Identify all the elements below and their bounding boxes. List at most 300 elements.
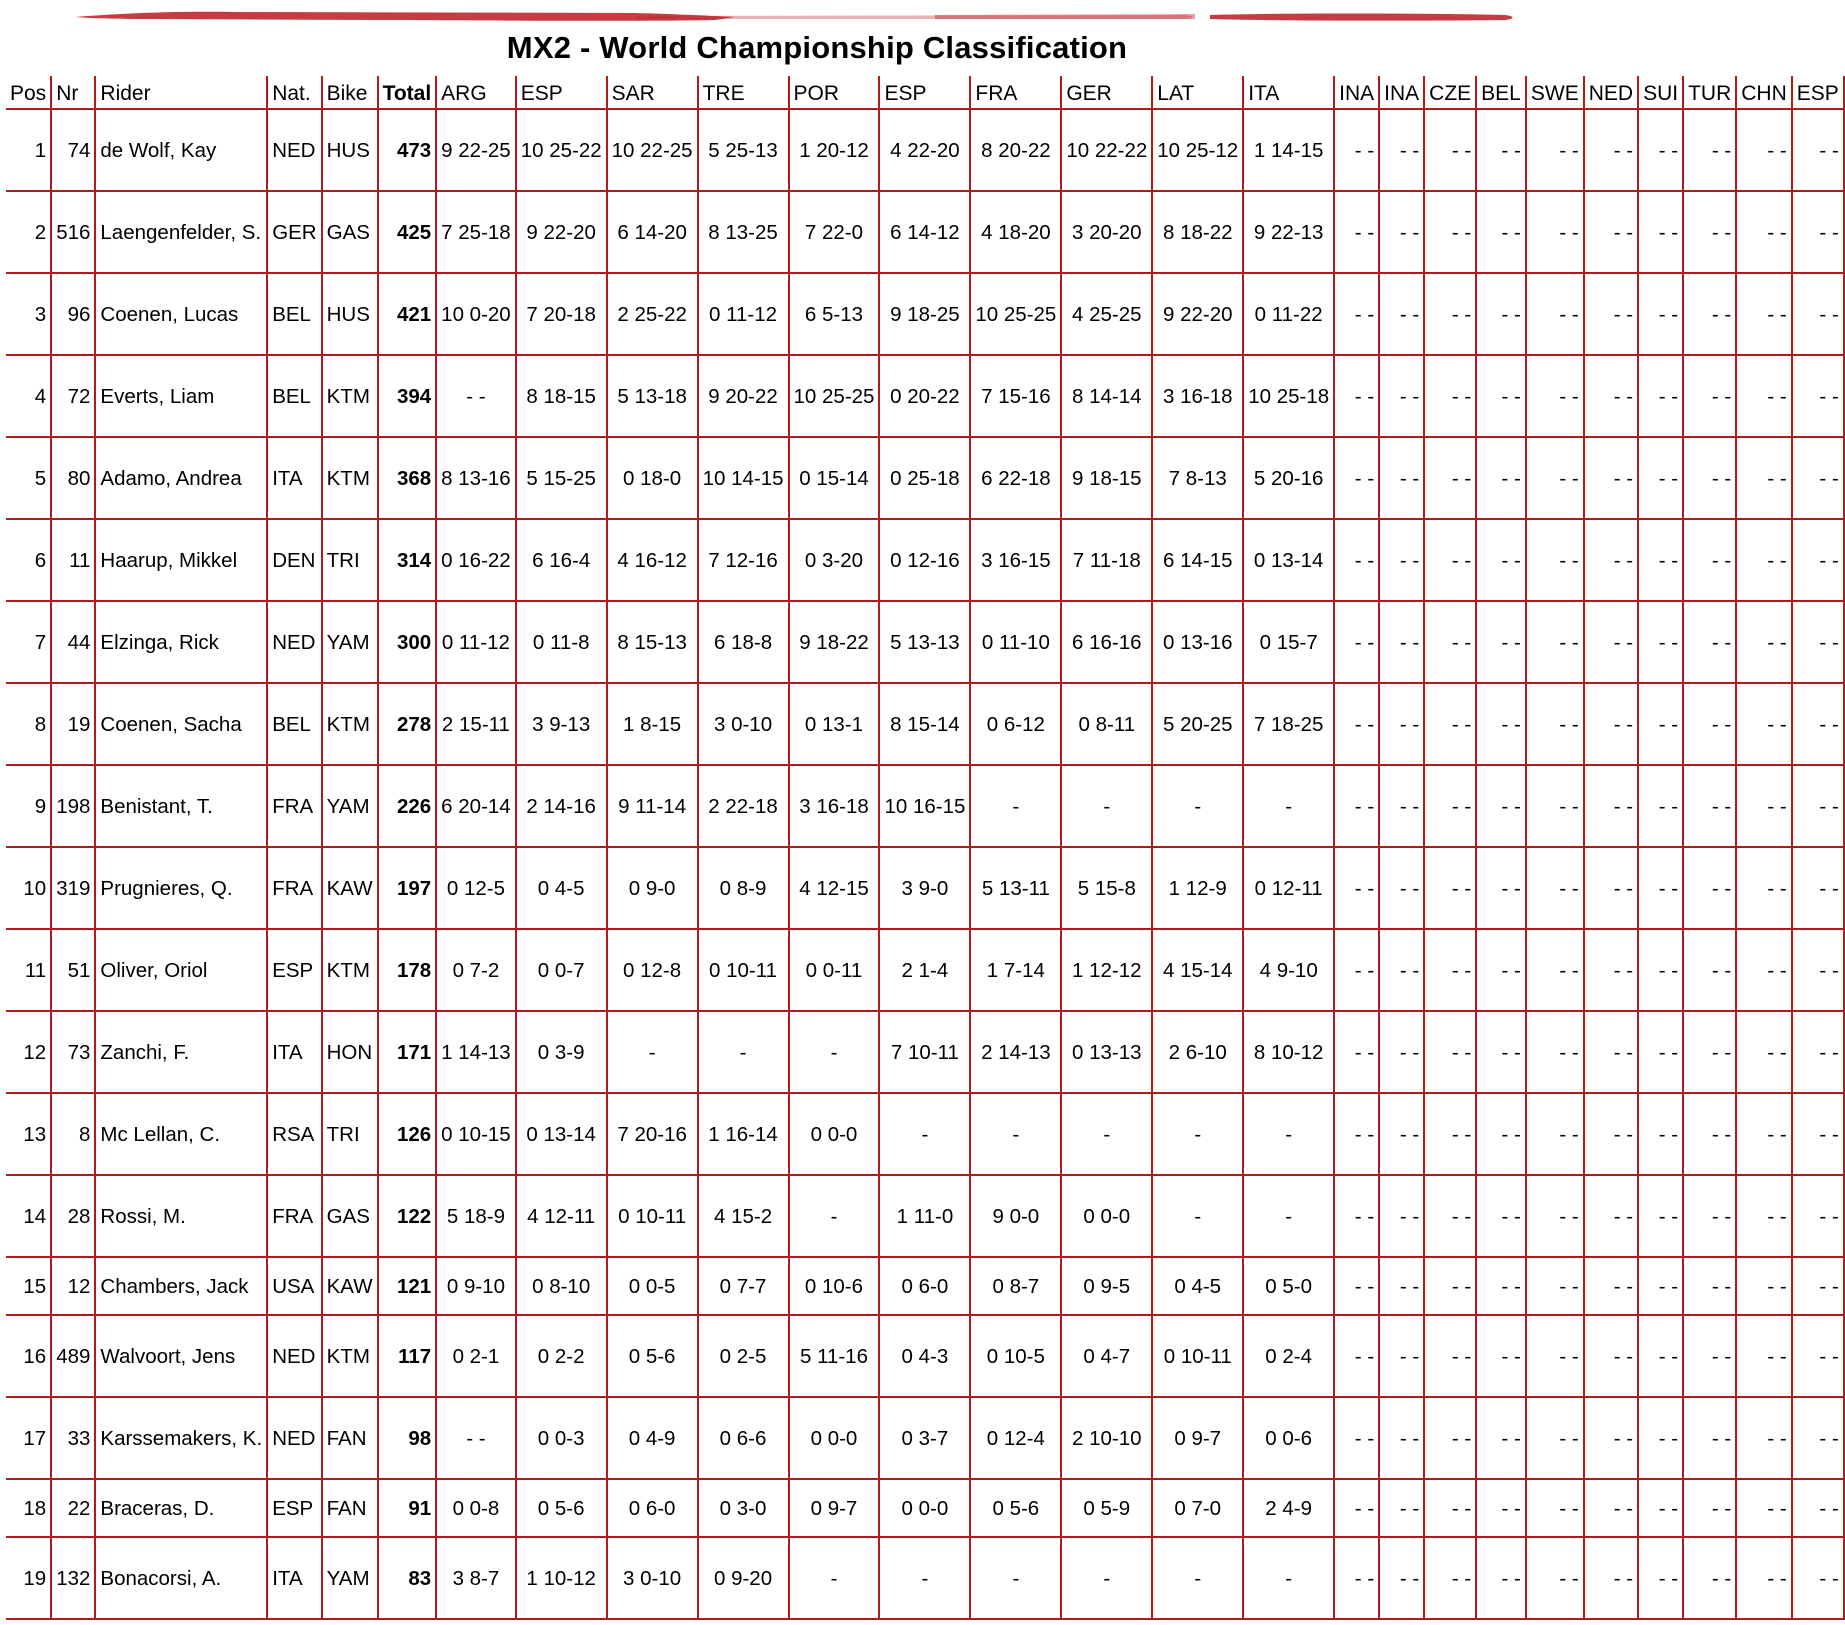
cell-round-result: 6 14-15 [1153,520,1244,602]
col-header-round: INA [1380,76,1425,110]
table-row [6,1316,1845,1398]
cell-round-result: - - [1585,766,1639,848]
cell-round-result: - - [1793,684,1845,766]
cell-round-result: 1 12-9 [1153,848,1244,930]
cell-round-result: - - [1380,602,1425,684]
cell-round-result: - - [1639,930,1684,1012]
cell-round-result: - - [1737,1258,1793,1316]
cell-round-result: - - [437,356,517,438]
cell-round-result: - - [1737,684,1793,766]
cell-nat: USA [268,1258,322,1316]
cell-total: 91 [379,1480,438,1538]
cell-round-result: - - [1737,766,1793,848]
cell-round-result: 5 13-18 [608,356,699,438]
cell-round-result: 0 10-6 [790,1258,881,1316]
cell-round-result: - - [1380,1258,1425,1316]
cell-round-result: - [1244,1176,1335,1258]
cell-round-result: - - [1684,1012,1737,1094]
cell-round-result: 0 12-11 [1244,848,1335,930]
cell-round-result: - - [1425,438,1477,520]
cell-round-result: - - [1684,1316,1737,1398]
cell-round-result: 4 12-15 [790,848,881,930]
cell-round-result: - - [1477,438,1527,520]
cell-round-result: - - [1684,192,1737,274]
cell-round-result: 6 14-20 [608,192,699,274]
cell-rider: Elzinga, Rick [96,602,268,684]
cell-round-result: 5 20-16 [1244,438,1335,520]
cell-round-result: - - [1639,1094,1684,1176]
cell-round-result: 8 14-14 [1062,356,1153,438]
cell-round-result: 0 10-11 [699,930,790,1012]
classification-table [6,76,1845,1620]
cell-round-result: - - [1585,110,1639,192]
col-header-pos: Pos [6,76,52,110]
cell-round-result: - - [1684,930,1737,1012]
cell-round-result: - - [1793,1398,1845,1480]
cell-round-result: - - [1737,1398,1793,1480]
cell-round-result: 0 2-1 [437,1316,517,1398]
cell-nat: NED [268,1316,322,1398]
table-row [6,192,1845,274]
cell-nat: ITA [268,1012,322,1094]
cell-round-result: 9 22-13 [1244,192,1335,274]
cell-round-result: 0 6-0 [608,1480,699,1538]
cell-round-result: - - [1425,930,1477,1012]
cell-round-result: - - [1793,1316,1845,1398]
cell-round-result: 0 2-5 [699,1316,790,1398]
cell-round-result: - - [1684,438,1737,520]
cell-rider: Karssemakers, K. [96,1398,268,1480]
cell-nr: 33 [52,1398,96,1480]
cell-round-result: 0 12-4 [971,1398,1062,1480]
cell-round-result: - - [1585,930,1639,1012]
cell-round-result: 8 13-16 [437,438,517,520]
cell-round-result: - - [1585,438,1639,520]
cell-nr: 8 [52,1094,96,1176]
cell-round-result: 4 25-25 [1062,274,1153,356]
cell-round-result: 10 25-18 [1244,356,1335,438]
cell-round-result: 9 18-22 [790,602,881,684]
cell-round-result: 0 11-10 [971,602,1062,684]
cell-round-result: 0 3-9 [517,1012,608,1094]
cell-bike: KTM [323,356,379,438]
cell-nr: 319 [52,848,96,930]
cell-round-result: - - [1585,274,1639,356]
cell-total: 226 [379,766,438,848]
cell-nr: 28 [52,1176,96,1258]
cell-round-result: 4 16-12 [608,520,699,602]
cell-nat: FRA [268,1176,322,1258]
cell-round-result: 8 13-25 [699,192,790,274]
table-row [6,848,1845,930]
cell-round-result: - - [1335,1094,1380,1176]
col-header-round: SWE [1527,76,1585,110]
cell-round-result: - - [1335,930,1380,1012]
cell-round-result: - - [1477,930,1527,1012]
cell-round-result: - - [1380,1176,1425,1258]
cell-round-result: - [971,766,1062,848]
cell-nat: BEL [268,274,322,356]
cell-bike: FAN [323,1480,379,1538]
cell-round-result: - - [1477,766,1527,848]
cell-round-result: 5 15-25 [517,438,608,520]
cell-round-result: 2 10-10 [1062,1398,1153,1480]
cell-pos: 14 [6,1176,52,1258]
cell-round-result: - - [1585,1480,1639,1538]
cell-rider: Laengenfelder, S. [96,192,268,274]
cell-nr: 132 [52,1538,96,1620]
cell-round-result: - - [1527,1480,1585,1538]
cell-nr: 12 [52,1258,96,1316]
cell-round-result: - [1062,1538,1153,1620]
cell-round-result: 10 14-15 [699,438,790,520]
cell-round-result: - - [1477,848,1527,930]
cell-round-result: - - [1425,1094,1477,1176]
cell-round-result: - - [1527,110,1585,192]
cell-round-result: - - [1737,1538,1793,1620]
cell-round-result: 0 11-22 [1244,274,1335,356]
cell-round-result: - - [1335,1316,1380,1398]
cell-round-result: - [1062,1094,1153,1176]
cell-round-result: 8 20-22 [971,110,1062,192]
cell-round-result: 5 15-8 [1062,848,1153,930]
cell-round-result: 2 14-16 [517,766,608,848]
cell-nat: ESP [268,1480,322,1538]
col-header-round: LAT [1153,76,1244,110]
cell-round-result: 3 9-13 [517,684,608,766]
cell-round-result: 1 14-13 [437,1012,517,1094]
cell-round-result: 1 12-12 [1062,930,1153,1012]
cell-round-result: 0 25-18 [880,438,971,520]
cell-round-result: - - [1585,1012,1639,1094]
cell-pos: 17 [6,1398,52,1480]
col-header-round: CHN [1737,76,1793,110]
cell-round-result: - [880,1538,971,1620]
cell-round-result: 0 4-3 [880,1316,971,1398]
cell-round-result: 7 22-0 [790,192,881,274]
cell-round-result: 3 16-15 [971,520,1062,602]
cell-round-result: - - [1684,1538,1737,1620]
cell-round-result: - - [1527,438,1585,520]
cell-bike: YAM [323,1538,379,1620]
table-header-row [6,76,1845,110]
cell-round-result: - [699,1012,790,1094]
cell-round-result: 6 18-8 [699,602,790,684]
cell-round-result: - - [1335,438,1380,520]
cell-nr: 19 [52,684,96,766]
cell-round-result: - - [1335,1480,1380,1538]
cell-total: 300 [379,602,438,684]
cell-round-result: - - [1425,602,1477,684]
cell-round-result: - - [1425,1012,1477,1094]
cell-round-result: - - [1684,1258,1737,1316]
cell-round-result: - - [1585,684,1639,766]
cell-round-result: - - [1380,1538,1425,1620]
cell-total: 178 [379,930,438,1012]
cell-round-result: 2 6-10 [1153,1012,1244,1094]
cell-bike: HUS [323,274,379,356]
cell-pos: 10 [6,848,52,930]
cell-pos: 18 [6,1480,52,1538]
cell-round-result: - - [1737,848,1793,930]
cell-round-result: 5 20-25 [1153,684,1244,766]
cell-round-result: 0 7-7 [699,1258,790,1316]
cell-bike: TRI [323,520,379,602]
cell-round-result: - - [1793,1480,1845,1538]
cell-rider: Coenen, Lucas [96,274,268,356]
cell-pos: 8 [6,684,52,766]
cell-round-result: 10 16-15 [880,766,971,848]
cell-round-result: - - [1793,1094,1845,1176]
cell-round-result: 0 10-11 [608,1176,699,1258]
col-header-round: ITA [1244,76,1335,110]
cell-round-result: - - [1527,1538,1585,1620]
cell-round-result: - - [1527,1012,1585,1094]
cell-nat: NED [268,1398,322,1480]
cell-round-result: - - [1527,1316,1585,1398]
cell-rider: Zanchi, F. [96,1012,268,1094]
cell-round-result: - - [1585,356,1639,438]
cell-rider: Adamo, Andrea [96,438,268,520]
cell-rider: Coenen, Sacha [96,684,268,766]
cell-round-result: - - [1335,274,1380,356]
cell-rider: Haarup, Mikkel [96,520,268,602]
cell-round-result: 7 10-11 [880,1012,971,1094]
cell-round-result: - - [1639,110,1684,192]
cell-round-result: - - [1380,1012,1425,1094]
cell-round-result: 5 25-13 [699,110,790,192]
cell-round-result: - - [1527,192,1585,274]
cell-round-result: 8 18-22 [1153,192,1244,274]
cell-round-result: 0 0-0 [880,1480,971,1538]
cell-round-result: - - [1380,766,1425,848]
col-header-round: ESP [517,76,608,110]
cell-round-result: 0 18-0 [608,438,699,520]
cell-round-result: - - [1639,1538,1684,1620]
cell-round-result: 4 12-11 [517,1176,608,1258]
cell-round-result: - - [1425,766,1477,848]
cell-round-result: 3 0-10 [608,1538,699,1620]
cell-total: 473 [379,110,438,192]
cell-round-result: - - [1527,520,1585,602]
cell-round-result: 0 11-12 [699,274,790,356]
cell-round-result: - - [1477,602,1527,684]
col-header-round: ESP [1793,76,1845,110]
cell-round-result: 3 16-18 [790,766,881,848]
cell-round-result: - - [1639,1258,1684,1316]
page-title: MX2 - World Championship Classification [506,30,1128,65]
cell-nr: 80 [52,438,96,520]
cell-round-result: 7 20-18 [517,274,608,356]
cell-round-result: 0 4-5 [1153,1258,1244,1316]
cell-round-result: - - [1793,1258,1845,1316]
cell-total: 171 [379,1012,438,1094]
cell-bike: GAS [323,1176,379,1258]
cell-round-result: - - [1527,930,1585,1012]
cell-round-result: 0 13-16 [1153,602,1244,684]
cell-pos: 2 [6,192,52,274]
cell-round-result: - - [1335,1176,1380,1258]
col-header-round: ESP [880,76,971,110]
cell-round-result: - [1153,766,1244,848]
cell-round-result: 0 8-10 [517,1258,608,1316]
cell-round-result: 7 18-25 [1244,684,1335,766]
cell-round-result: - - [1477,192,1527,274]
cell-round-result: 4 18-20 [971,192,1062,274]
cell-bike: KTM [323,1316,379,1398]
cell-round-result: 0 11-8 [517,602,608,684]
cell-round-result: - - [1380,438,1425,520]
cell-total: 421 [379,274,438,356]
cell-bike: TRI [323,1094,379,1176]
cell-round-result: 0 6-12 [971,684,1062,766]
cell-round-result: - - [1527,1398,1585,1480]
cell-round-result: 0 9-10 [437,1258,517,1316]
cell-round-result: 2 15-11 [437,684,517,766]
col-header-round: TUR [1684,76,1737,110]
table-row [6,1538,1845,1620]
cell-rider: Mc Lellan, C. [96,1094,268,1176]
cell-round-result: 0 11-12 [437,602,517,684]
cell-round-result: 0 0-0 [790,1094,881,1176]
cell-round-result: - - [1684,356,1737,438]
cell-round-result: 0 20-22 [880,356,971,438]
cell-round-result: 0 9-0 [608,848,699,930]
cell-round-result: 7 15-16 [971,356,1062,438]
cell-round-result: - - [1527,766,1585,848]
cell-round-result: 4 15-2 [699,1176,790,1258]
cell-round-result: - - [1684,520,1737,602]
cell-round-result: - - [1477,1316,1527,1398]
col-header-round: SAR [608,76,699,110]
table-row [6,1480,1845,1538]
cell-round-result: - - [1684,274,1737,356]
cell-round-result: - - [1380,356,1425,438]
cell-round-result: - - [1477,1538,1527,1620]
cell-round-result: 1 14-15 [1244,110,1335,192]
table-row [6,1176,1845,1258]
table-row [6,1094,1845,1176]
cell-round-result: 0 5-6 [608,1316,699,1398]
cell-round-result: - - [1335,602,1380,684]
cell-round-result: - - [1380,274,1425,356]
cell-round-result: 1 10-12 [517,1538,608,1620]
cell-round-result: 0 0-0 [790,1398,881,1480]
cell-round-result: - - [1425,684,1477,766]
cell-round-result: - - [1425,1538,1477,1620]
cell-round-result: - - [1425,356,1477,438]
cell-round-result: - - [1639,1316,1684,1398]
cell-nat: RSA [268,1094,322,1176]
col-header-round: GER [1062,76,1153,110]
cell-nr: 489 [52,1316,96,1398]
cell-pos: 1 [6,110,52,192]
cell-bike: HUS [323,110,379,192]
cell-round-result: - - [1737,930,1793,1012]
cell-round-result: 0 13-14 [1244,520,1335,602]
cell-bike: GAS [323,192,379,274]
cell-round-result: - - [1380,1316,1425,1398]
cell-round-result: 0 9-7 [790,1480,881,1538]
cell-round-result: 0 8-11 [1062,684,1153,766]
col-header-round: CZE [1425,76,1477,110]
cell-round-result: - - [1477,684,1527,766]
col-header-round: POR [790,76,881,110]
cell-nat: ESP [268,930,322,1012]
cell-round-result: - - [1335,848,1380,930]
cell-round-result: 10 0-20 [437,274,517,356]
cell-round-result: 5 11-16 [790,1316,881,1398]
table-row [6,110,1845,192]
cell-total: 122 [379,1176,438,1258]
cell-round-result: - - [1684,1480,1737,1538]
cell-round-result: - - [1639,684,1684,766]
cell-round-result: - [1153,1094,1244,1176]
cell-round-result: - - [1585,1316,1639,1398]
cell-nat: NED [268,110,322,192]
cell-round-result: - - [1380,520,1425,602]
cell-round-result: - - [1793,930,1845,1012]
cell-round-result: - [971,1538,1062,1620]
cell-round-result: - - [1737,274,1793,356]
col-header-round: BEL [1477,76,1527,110]
table-row [6,1398,1845,1480]
col-header-round: TRE [699,76,790,110]
cell-round-result: - - [1793,356,1845,438]
cell-round-result: 6 16-4 [517,520,608,602]
cell-round-result: - - [1684,766,1737,848]
cell-round-result: 0 15-14 [790,438,881,520]
cell-rider: Prugnieres, Q. [96,848,268,930]
table-row [6,684,1845,766]
cell-round-result: - - [1527,356,1585,438]
cell-round-result: 4 22-20 [880,110,971,192]
cell-round-result: - - [1380,1480,1425,1538]
cell-round-result: 0 15-7 [1244,602,1335,684]
cell-round-result: - - [1585,520,1639,602]
table-row [6,274,1845,356]
cell-pos: 19 [6,1538,52,1620]
cell-round-result: - - [1527,684,1585,766]
cell-round-result: - - [1477,1398,1527,1480]
cell-round-result: - [971,1094,1062,1176]
cell-round-result: - - [1477,1176,1527,1258]
cell-round-result: - - [1477,1094,1527,1176]
cell-pos: 4 [6,356,52,438]
cell-bike: FAN [323,1398,379,1480]
cell-round-result: - - [1335,520,1380,602]
cell-round-result: - - [1793,192,1845,274]
cell-round-result: - [1244,766,1335,848]
cell-round-result: - - [1425,1258,1477,1316]
cell-round-result: - - [1737,1094,1793,1176]
cell-nat: FRA [268,848,322,930]
cell-round-result: - - [1380,684,1425,766]
cell-bike: YAM [323,602,379,684]
cell-round-result: - - [1425,274,1477,356]
col-header-bike: Bike [323,76,379,110]
cell-nat: GER [268,192,322,274]
cell-bike: KAW [323,848,379,930]
cell-round-result: - - [1737,356,1793,438]
cell-total: 126 [379,1094,438,1176]
cell-round-result: 0 3-20 [790,520,881,602]
cell-nr: 11 [52,520,96,602]
cell-round-result: - - [1639,766,1684,848]
cell-round-result: 0 9-7 [1153,1398,1244,1480]
cell-round-result: 9 20-22 [699,356,790,438]
col-header-round: FRA [971,76,1062,110]
